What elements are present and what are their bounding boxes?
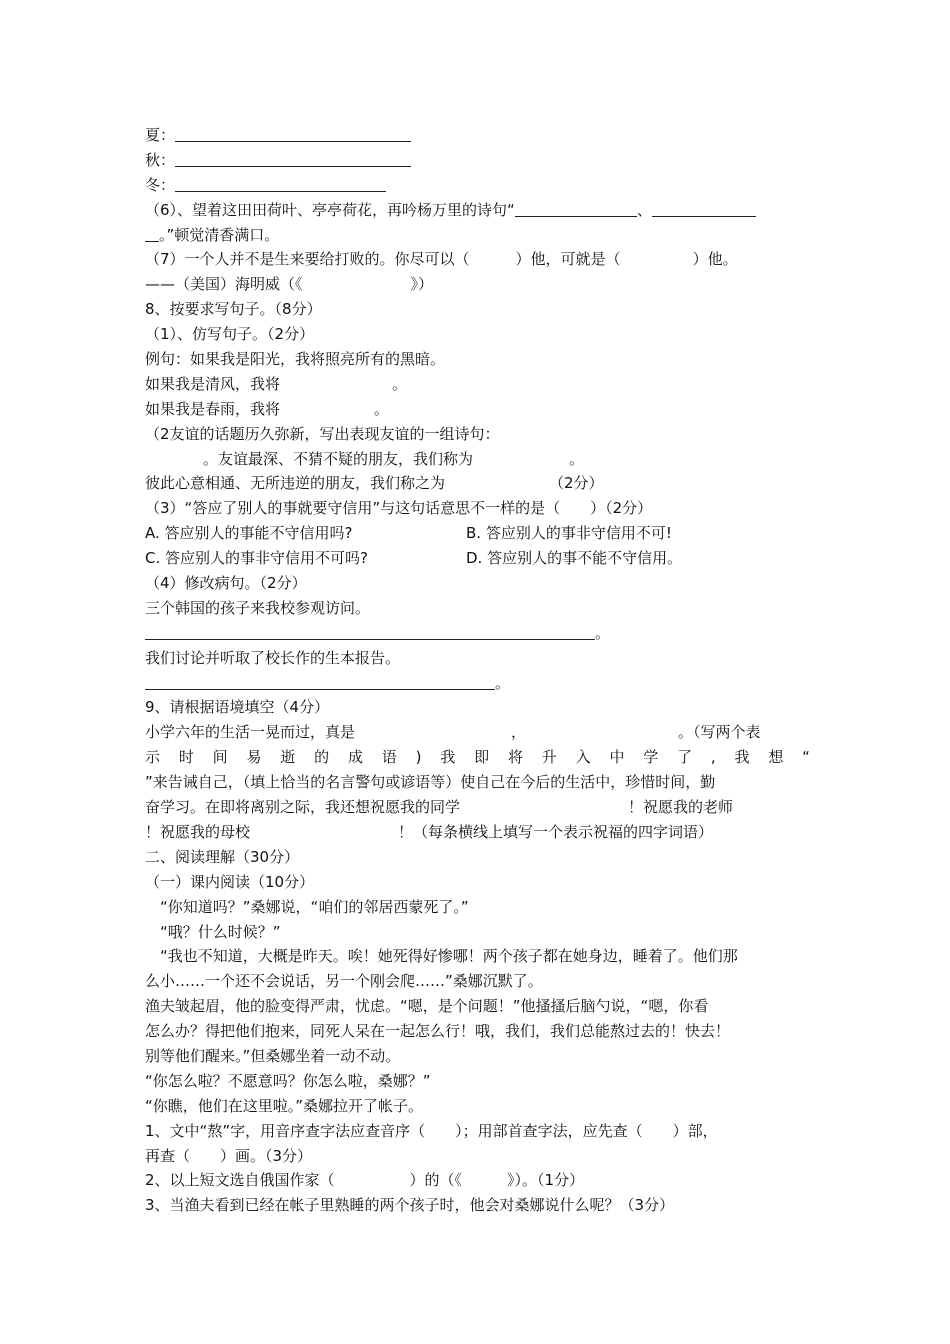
q6-sep: 、 [636,200,652,219]
q6-blank1[interactable] [515,201,637,217]
q8-s2 [145,397,810,422]
q6-blank2[interactable] [652,201,756,217]
fill-winter [145,173,810,198]
q9-l2-c12: 升 [541,748,557,767]
q6-line1 [145,198,810,223]
q8-answer2 [145,671,810,696]
q8-s2-text: 如果我是春雨，我将 [145,399,281,418]
q7-close: 》） [410,275,434,294]
q9-l1-a: 小学六年的生活一晃而过，真是 [145,723,356,742]
q8-p2-line3 [145,471,810,496]
q8-p2-l3-text: 彼此心意相通、无所违逆的朋友，我们称之为 [145,474,446,493]
q9-line3: ”来告诫自己，（填上恰当的名言警句或谚语等）使自己在今后的生活中，珍惜时间，勤 [145,773,716,792]
q9-l5-b: ！（每条横线上填写一个表示祝福的四字词语） [398,822,714,841]
passage-para4-l2: 怎么办？得把他们抱来，同死人呆在一起怎么行！哦，我们，我们总能熬过去的！快去！ [145,1022,731,1041]
q8-p4-title: （4）修改病句。（2分） [145,574,307,593]
q8-p2-period: 。 [569,449,585,468]
q9-l4-a: 奋学习。在即将离别之际，我还想祝愿我的同学 [145,798,461,817]
q8-options-cd [145,546,810,571]
q9-l2-c7: 语 [381,748,397,767]
passage-para5: “你怎么啦？不愿意吗？你怎么啦，桑娜？” [145,1071,431,1090]
q8-s1-text: 如果我是清风，我将 [145,374,281,393]
q8-s1-period: 。 [392,374,408,393]
q8-s1 [145,372,810,397]
passage-para4-l3: 别等他们醒来。”但桑娜坐着一动不动。 [145,1046,401,1065]
q8-sick1: 三个韩国的孩子来我校参观访问。 [145,598,371,617]
q9-l2-c2: 间 [212,748,228,767]
q9-l2-c5: 的 [314,748,330,767]
q9-l2-c9: 我 [440,748,456,767]
q9-l2-c15: 学 [643,748,659,767]
q7-author: ——（美国）海明威（《 [145,275,303,294]
q9-l2-c3: 易 [246,748,262,767]
part2-sub1: （一）课内阅读（10分） [145,872,315,891]
q9-line1 [145,720,810,745]
q9-l2-c16: 了 [677,748,693,767]
exam-page [145,123,810,1218]
fill-summer [145,123,810,148]
q9-l1-b: ， [511,723,527,742]
option-b[interactable]: B. 答应别人的事非守信用不可! [466,524,672,543]
q8-options-ab [145,521,810,546]
passage-para3-l2: 么小……一个还不会说话，另一个刚会爬……”桑娜沉默了。 [145,972,543,991]
q8-example: 例句：如果我是阳光，我将照亮所有的黑暗。 [145,350,446,369]
blank-summer[interactable] [175,126,411,142]
label-summer: 夏： [145,126,176,144]
q9-line5 [145,820,810,845]
q9-l2-c14: 中 [609,748,625,767]
q6-text: （6）、望着这田田荷叶、亭亭荷花，再吟杨万里的诗句“ [145,200,515,219]
q7-a: （7）一个人并不是生来要给打败的。你尽可以（ [145,250,470,269]
q6-blank2-cont[interactable] [145,226,159,242]
passage-para1: “你知道吗？”桑娜说，“咱们的邻居西蒙死了。” [160,897,469,916]
answer-blank-2[interactable] [145,674,495,690]
q8-p3-title: （3）“答应了别人的事就要守信用”与这句话意思不一样的是（ ）（2分） [145,499,653,518]
q9-l2-c8: ) [415,748,422,767]
label-winter: 冬： [145,175,176,194]
q7-line1 [145,247,810,272]
q9-l2-c10: 即 [474,748,490,767]
reading-q2: 2、以上短文选自俄国作家（ ）的（《 》）。（1分） [145,1171,585,1190]
q9-l1-c: 。（写两个表 [678,723,761,742]
q7-c: ）他。 [692,250,738,269]
q9-l2-c0: 示 [145,748,161,767]
q8-p1-title: （1）、仿写句子。（2分） [145,325,315,344]
q9-l2-c13: 入 [575,748,591,767]
q7-line2 [145,272,810,297]
answer1-period: 。 [595,623,611,642]
q9-l2-c6: 成 [347,748,363,767]
answer2-period: 。 [495,673,511,692]
q8-p2-title: （2友谊的话题历久弥新，写出表现友谊的一组诗句： [145,424,500,443]
q6-line2 [145,223,810,248]
q6-end: 。”顿觉清香满口。 [159,225,280,244]
option-d[interactable]: D. 答应别人的事不能不守信用。 [466,549,683,568]
q8-answer1 [145,621,810,646]
part2-title: 二、阅读理解（30分） [145,847,300,866]
q8-sick2: 我们讨论并听取了校长作的生本报告。 [145,648,401,667]
answer-blank-1[interactable] [145,624,595,640]
option-c[interactable]: C. 答应别人的事非守信用不可吗? [145,549,368,568]
q9-title: 9、请根据语境填空（4分） [145,698,330,717]
q8-p2-line2 [145,447,810,472]
reading-q1-l2: 再查（ ）画。（3分） [145,1146,313,1165]
q9-l2-c1: 时 [178,748,194,767]
q8-s2-period: 。 [374,399,390,418]
q9-l2-c4: 逝 [280,748,296,767]
q9-l5-a: ！祝愿我的母校 [145,822,251,841]
blank-autumn[interactable] [175,151,411,167]
passage-para2: “哦？什么时候？” [160,922,281,941]
q9-line2 [145,745,810,770]
reading-q1-l1: 1、文中“熬”字，用音序查字法应查音序（ ）；用部首查字法，应先查（ ）部， [145,1121,718,1140]
passage-para4-l1: 渔夫皱起眉，他的脸变得严肃，忧虑。“嗯，是个问题！”他搔搔后脑勺说，“嗯，你看 [145,997,709,1016]
q7-b: ）他，可就是（ [515,250,621,269]
label-autumn: 秋： [145,150,176,169]
passage-para3-l1: “我也不知道，大概是昨天。唉！她死得好惨哪！两个孩子都在她身边，睡着了。他们那 [160,947,738,966]
q9-l2-c19: 想 [768,748,784,767]
passage-para6: “你瞧，他们在这里啦。”桑娜拉开了帐子。 [145,1096,424,1115]
q9-l2-c20: “ [802,748,810,767]
q8-p2-text: 。友谊最深、不猜不疑的朋友，我们称为 [203,449,474,468]
q9-l2-c17: , [710,748,716,767]
q9-l4-b: ！祝愿我的老师 [628,798,734,817]
option-a[interactable]: A. 答应别人的事能不守信用吗? [145,524,353,543]
reading-q3: 3、当渔夫看到已经在帐子里熟睡的两个孩子时，他会对桑娜说什么呢？（3分） [145,1196,675,1215]
blank-winter[interactable] [175,176,386,192]
fill-autumn [145,148,810,173]
q8-p2-score: （2分） [549,474,604,493]
q9-l2-c11: 将 [507,748,523,767]
q8-title: 8、按要求写句子。（8分） [145,300,322,319]
q9-line4 [145,795,810,820]
q9-l2-c18: 我 [734,748,750,767]
